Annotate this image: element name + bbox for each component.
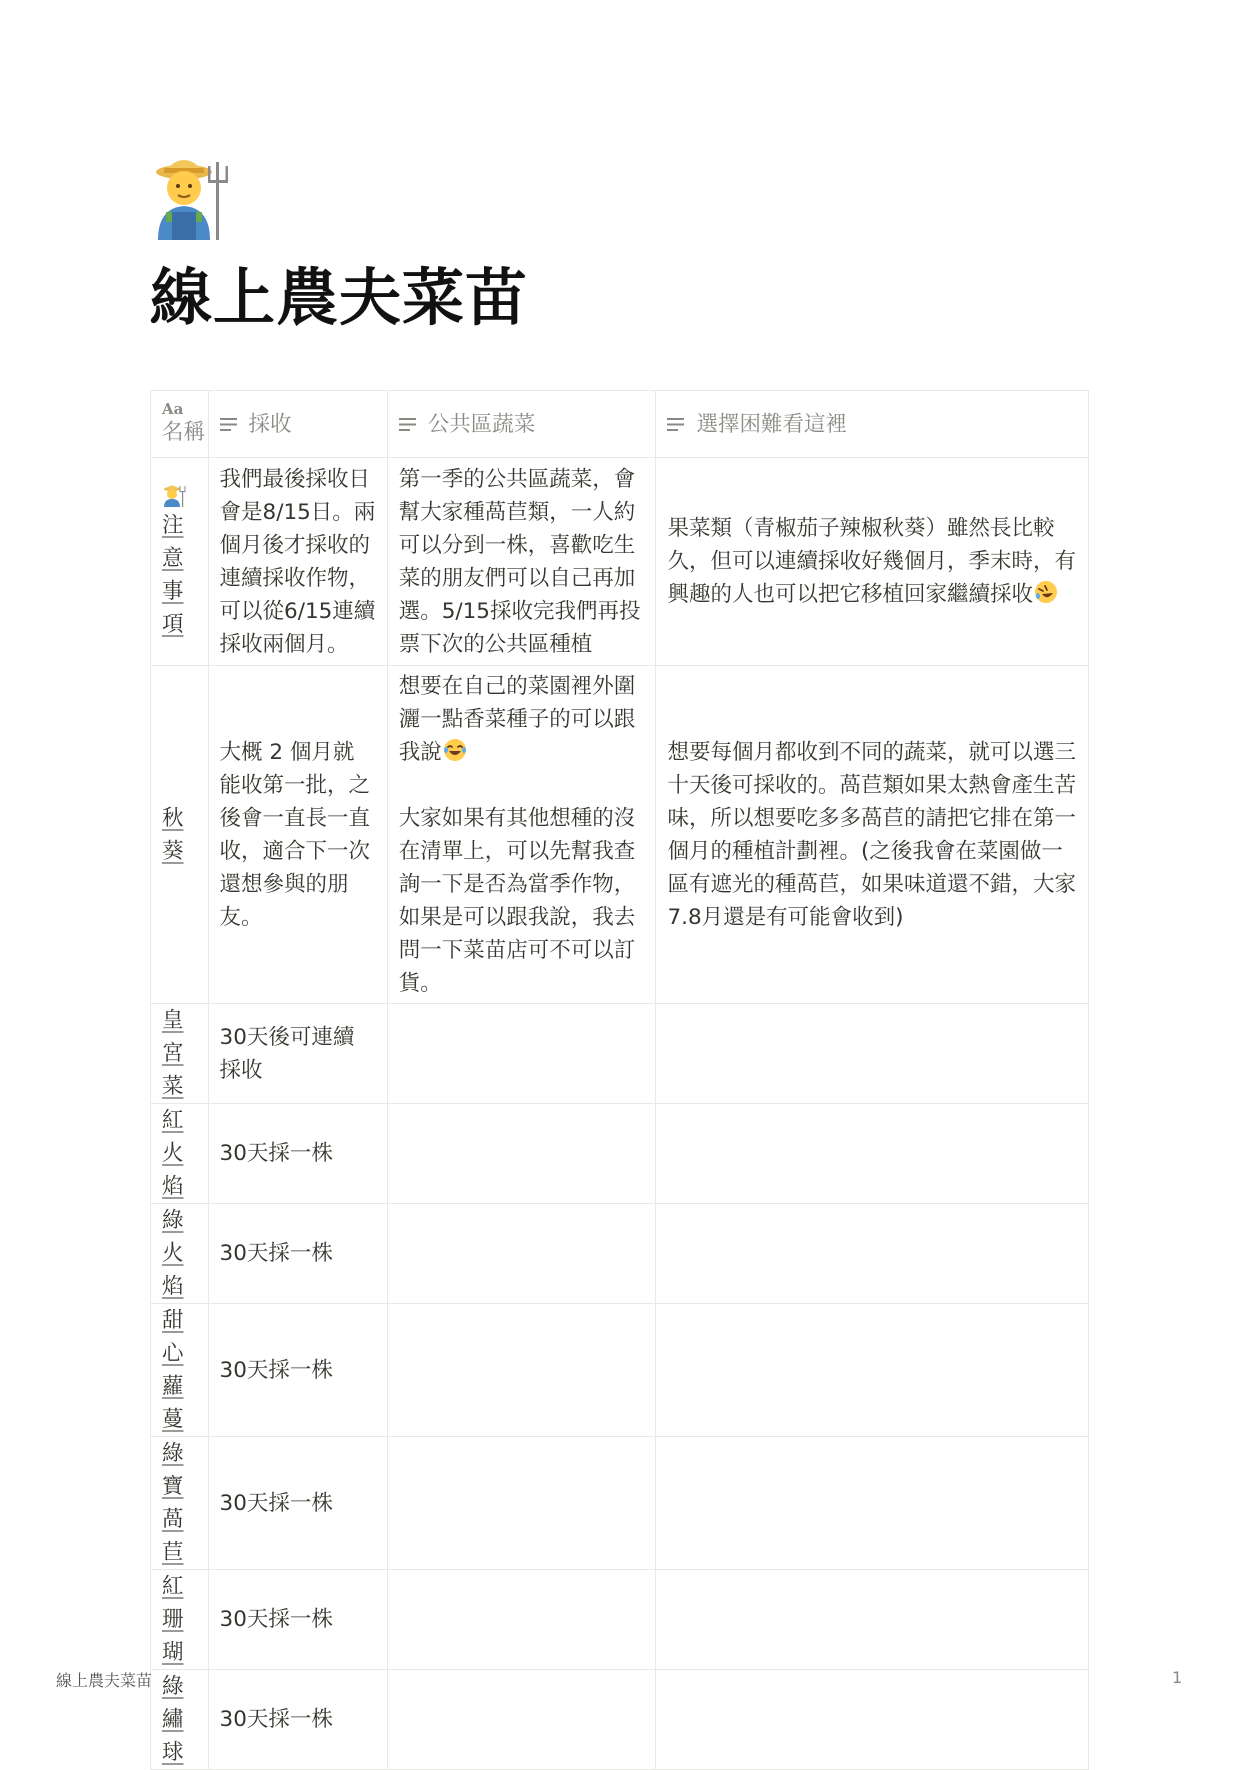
row-harvest-cell: 30天後可連續採收 — [208, 1004, 387, 1104]
text-property-icon — [220, 417, 239, 432]
row-harvest-cell: 30天採一株 — [208, 1204, 387, 1304]
row-name-cell — [151, 1570, 209, 1670]
row-name-link[interactable]: 秋葵 — [162, 805, 184, 864]
column-header-harvest[interactable] — [208, 391, 387, 458]
joy-emoji-icon — [442, 737, 468, 763]
database-table — [150, 390, 1089, 1770]
row-choose-cell — [656, 1304, 1089, 1437]
row-harvest-cell: 30天採一株 — [208, 1304, 387, 1437]
text-property-icon — [667, 417, 686, 432]
rofl-emoji-icon — [1033, 579, 1059, 605]
footer-page-number: 1 — [1172, 1668, 1183, 1687]
row-harvest-cell: 大概 2 個月就能收第一批，之後會一直長一直收，適合下一次還想參與的朋友。 — [208, 666, 387, 1004]
row-public-cell — [387, 1437, 656, 1570]
table-row — [151, 1670, 1089, 1770]
row-choose-cell — [656, 1004, 1089, 1104]
row-public-cell — [387, 1104, 656, 1204]
row-choose-cell: 想要每個月都收到不同的蔬菜，就可以選三十天後可採收的。萵苣類如果太熱會產生苦味，所以想要吃多多萵苣的請把它排在第一個月的種植計劃裡。(之後我會在菜園做一區有遮光的種萵苣，如果味道還不錯，大家7.8月還是有可能會收到) — [656, 666, 1089, 1004]
column-header-label: 公共區蔬菜 — [427, 411, 536, 437]
row-public-cell: 第一季的公共區蔬菜，會幫大家種萵苣類，一人約可以分到一株，喜歡吃生菜的朋友們可以自己再加選。5/15採收完我們再投票下次的公共區種植 — [387, 458, 656, 666]
row-harvest-cell: 30天採一株 — [208, 1570, 387, 1670]
column-header-label: 選擇困難看這裡 — [696, 411, 847, 437]
row-choose-text: 果菜類（青椒茄子辣椒秋葵）雖然長比較久，但可以連續採收好幾個月，季末時，有興趣的人也可以把它移植回家繼續採收 — [667, 516, 1076, 607]
row-choose-cell — [656, 1437, 1089, 1570]
table-row — [151, 1437, 1089, 1570]
row-name-link[interactable]: 綠火焰 — [162, 1208, 184, 1299]
row-harvest-cell: 我們最後採收日會是8/15日。兩個月後才採收的連續採收作物，可以從6/15連續採收兩個月。 — [208, 458, 387, 666]
row-public-cell — [387, 666, 656, 1004]
row-name-link[interactable]: 紅珊瑚 — [162, 1574, 184, 1665]
table-row — [151, 1104, 1089, 1204]
row-choose-cell — [656, 1670, 1089, 1770]
page-title: 線上農夫菜苗 — [150, 261, 529, 334]
row-harvest-cell: 30天採一株 — [208, 1437, 387, 1570]
farmer-emoji-icon — [150, 150, 240, 240]
row-name-cell — [151, 1304, 209, 1437]
title-property-icon: Aa — [162, 400, 184, 418]
text-property-icon — [399, 417, 418, 432]
row-choose-cell — [656, 1204, 1089, 1304]
column-header-public[interactable] — [387, 391, 656, 458]
row-public-cell — [387, 1004, 656, 1104]
row-name-cell — [151, 1104, 209, 1204]
row-name-link[interactable]: 紅火焰 — [162, 1108, 184, 1199]
column-header-choose[interactable] — [656, 391, 1089, 458]
row-name-link[interactable]: 甜心蘿蔓 — [162, 1308, 184, 1432]
row-name-link[interactable]: 綠繡球 — [162, 1674, 184, 1765]
column-header-label: 名稱 — [162, 420, 206, 445]
table-row — [151, 458, 1089, 666]
row-harvest-cell: 30天採一株 — [208, 1104, 387, 1204]
table-row — [151, 1204, 1089, 1304]
row-name-cell — [151, 1670, 209, 1770]
column-header-name[interactable] — [151, 391, 209, 458]
table-row — [151, 666, 1089, 1004]
table-row — [151, 1304, 1089, 1437]
row-public-cell — [387, 1570, 656, 1670]
row-choose-cell — [656, 1570, 1089, 1670]
row-name-cell — [151, 666, 209, 1004]
row-harvest-cell: 30天採一株 — [208, 1670, 387, 1770]
farmer-emoji-icon — [162, 483, 188, 507]
row-choose-cell — [656, 458, 1089, 666]
row-name-cell — [151, 458, 209, 666]
row-name-cell — [151, 1437, 209, 1570]
row-name-cell — [151, 1204, 209, 1304]
footer-title: 線上農夫菜苗 — [56, 1671, 153, 1690]
row-public-cell — [387, 1204, 656, 1304]
row-name-cell — [151, 1004, 209, 1104]
row-public-text: 想要在自己的菜園裡外圍灑一點香菜種子的可以跟我說 — [398, 673, 636, 765]
table-header-row — [151, 391, 1089, 458]
row-name-link[interactable]: 綠寶萵苣 — [162, 1441, 184, 1565]
table-row — [151, 1570, 1089, 1670]
row-name-link[interactable]: 注意事項 — [162, 512, 184, 637]
row-choose-cell — [656, 1104, 1089, 1204]
row-public-text: 大家如果有其他想種的沒在清單上，可以先幫我查詢一下是否為當季作物，如果是可以跟我說，我去問一下菜苗店可不可以訂貨。 — [398, 805, 636, 996]
row-public-cell — [387, 1304, 656, 1437]
row-public-cell — [387, 1670, 656, 1770]
table-row — [151, 1004, 1089, 1104]
column-header-label: 採收 — [248, 411, 292, 437]
row-name-link[interactable]: 皇宮菜 — [162, 1008, 184, 1099]
